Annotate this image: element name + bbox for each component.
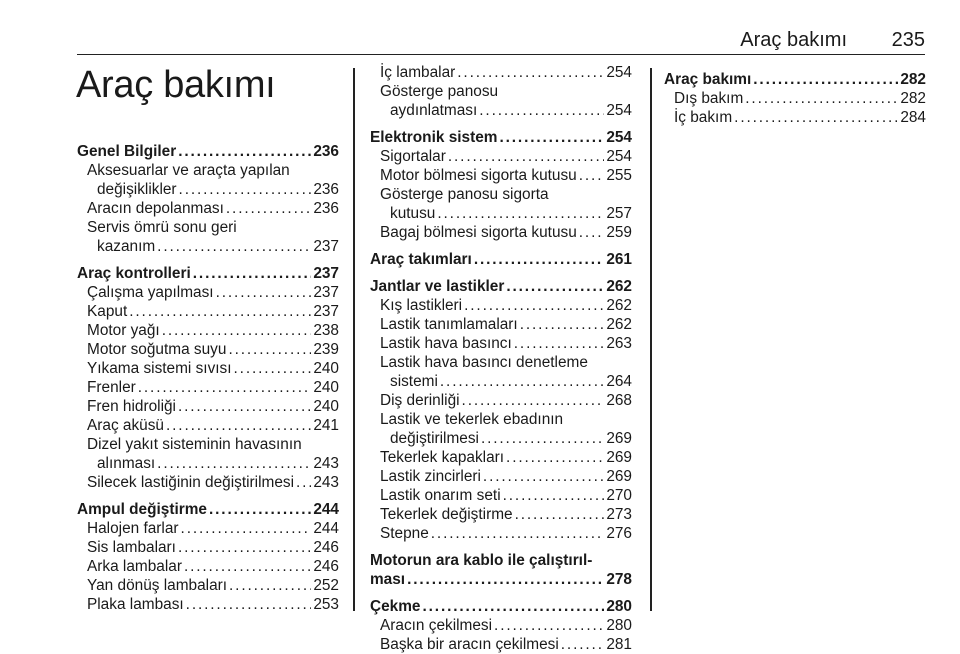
toc-column-2: [370, 63, 632, 654]
toc-entry[interactable]: Stepne . . . 276: [370, 524, 632, 543]
toc-entry[interactable]: Tekerlek kapakları . . . 269: [370, 448, 632, 467]
toc-entry[interactable]: sistemi . . . 264: [370, 372, 632, 391]
toc-entry[interactable]: Plaka lambası . . . 253: [77, 595, 339, 614]
toc-entry[interactable]: Sis lambaları . . . 246: [77, 538, 339, 557]
toc-entry[interactable]: alınması . . . 243: [77, 454, 339, 473]
toc-entry[interactable]: Bagaj bölmesi sigorta kutusu . . . 259: [370, 223, 632, 242]
running-header-title: Araç bakımı: [740, 29, 847, 51]
toc-entry[interactable]: kazanım . . . 237: [77, 237, 339, 256]
toc-entry[interactable]: Arka lambalar . . . 246: [77, 557, 339, 576]
toc-section-entry[interactable]: Elektronik sistem . . . 254: [370, 128, 632, 147]
chapter-title: Araç bakımı: [76, 64, 276, 106]
toc-entry[interactable]: Fren hidroliği . . . 240: [77, 397, 339, 416]
toc-entry[interactable]: Lastik tanımlamaları . . . 262: [370, 315, 632, 334]
column-divider: [353, 68, 355, 611]
toc-entry[interactable]: Diş derinliği . . . 268: [370, 391, 632, 410]
toc-entry[interactable]: Aracın depolanması . . . 236: [77, 199, 339, 218]
toc-entry[interactable]: Kaput . . . 237: [77, 302, 339, 321]
toc-entry[interactable]: değiştirilmesi . . . 269: [370, 429, 632, 448]
toc-entry[interactable]: Motor bölmesi sigorta kutusu . . . 255: [370, 166, 632, 185]
toc-section-entry[interactable]: Çekme . . . 280: [370, 597, 632, 616]
toc-section-entry[interactable]: Ampul değiştirme . . . 244: [77, 500, 339, 519]
toc-section-entry[interactable]: ması . . . 278: [370, 570, 632, 589]
toc-entry-line[interactable]: Gösterge panosu: [380, 83, 499, 100]
toc-entry[interactable]: İç lambalar . . . 254: [370, 63, 632, 82]
toc-entry[interactable]: Yan dönüş lambaları . . . 252: [77, 576, 339, 595]
toc-column-3: [664, 70, 926, 127]
toc-entry[interactable]: Lastik zincirleri . . . 269: [370, 467, 632, 486]
toc-entry-line[interactable]: Lastik ve tekerlek ebadının: [380, 411, 564, 428]
toc-entry[interactable]: Kış lastikleri . . . 262: [370, 296, 632, 315]
toc-entry[interactable]: Başka bir aracın çekilmesi . . . 281: [370, 635, 632, 654]
toc-entry[interactable]: Çalışma yapılması . . . 237: [77, 283, 339, 302]
column-divider: [650, 68, 652, 611]
toc-section-entry[interactable]: Jantlar ve lastikler . . . 262: [370, 277, 632, 296]
toc-entry[interactable]: Halojen farlar . . . 244: [77, 519, 339, 538]
toc-entry-line[interactable]: Lastik hava basıncı denetleme: [380, 354, 588, 371]
toc-entry[interactable]: Motor yağı . . . 238: [77, 321, 339, 340]
toc-section-entry[interactable]: Genel Bilgiler . . . 236: [77, 142, 339, 161]
toc-entry[interactable]: Motor soğutma suyu . . . 239: [77, 340, 339, 359]
toc-section-entry[interactable]: Araç kontrolleri . . . 237: [77, 264, 339, 283]
toc-entry[interactable]: Lastik onarım seti . . . 270: [370, 486, 632, 505]
toc-entry[interactable]: Sigortalar . . . 254: [370, 147, 632, 166]
toc-entry[interactable]: Lastik hava basıncı . . . 263: [370, 334, 632, 353]
toc-entry[interactable]: Aracın çekilmesi . . . 280: [370, 616, 632, 635]
toc-entry[interactable]: değişiklikler . . . 236: [77, 180, 339, 199]
toc-section-entry-line[interactable]: Motorun ara kablo ile çalıştırıl-: [370, 552, 593, 569]
toc-entry[interactable]: Araç aküsü . . . 241: [77, 416, 339, 435]
toc-column-1: [77, 142, 339, 614]
toc-section-entry[interactable]: Araç bakımı . . . 282: [664, 70, 926, 89]
toc-entry[interactable]: aydınlatması . . . 254: [370, 101, 632, 120]
toc-entry[interactable]: Dış bakım . . . 282: [664, 89, 926, 108]
toc-entry-line[interactable]: Servis ömrü sonu geri: [87, 219, 237, 236]
toc-entry-line[interactable]: Gösterge panosu sigorta: [380, 186, 549, 203]
toc-entry[interactable]: Yıkama sistemi sıvısı . . . 240: [77, 359, 339, 378]
toc-entry-line[interactable]: Aksesuarlar ve araçta yapılan: [87, 162, 290, 179]
toc-entry[interactable]: Frenler . . . 240: [77, 378, 339, 397]
toc-entry[interactable]: Silecek lastiğinin değiştirilmesi . . . 243: [77, 473, 339, 492]
running-header-page-number: 235: [891, 29, 925, 51]
toc-entry[interactable]: İç bakım . . . 284: [664, 108, 926, 127]
toc-entry-line[interactable]: Dizel yakıt sisteminin havasının: [87, 436, 302, 453]
toc-section-entry[interactable]: Araç takımları . . . 261: [370, 250, 632, 269]
toc-entry[interactable]: Tekerlek değiştirme . . . 273: [370, 505, 632, 524]
toc-entry[interactable]: kutusu . . . 257: [370, 204, 632, 223]
running-header: [77, 26, 925, 55]
